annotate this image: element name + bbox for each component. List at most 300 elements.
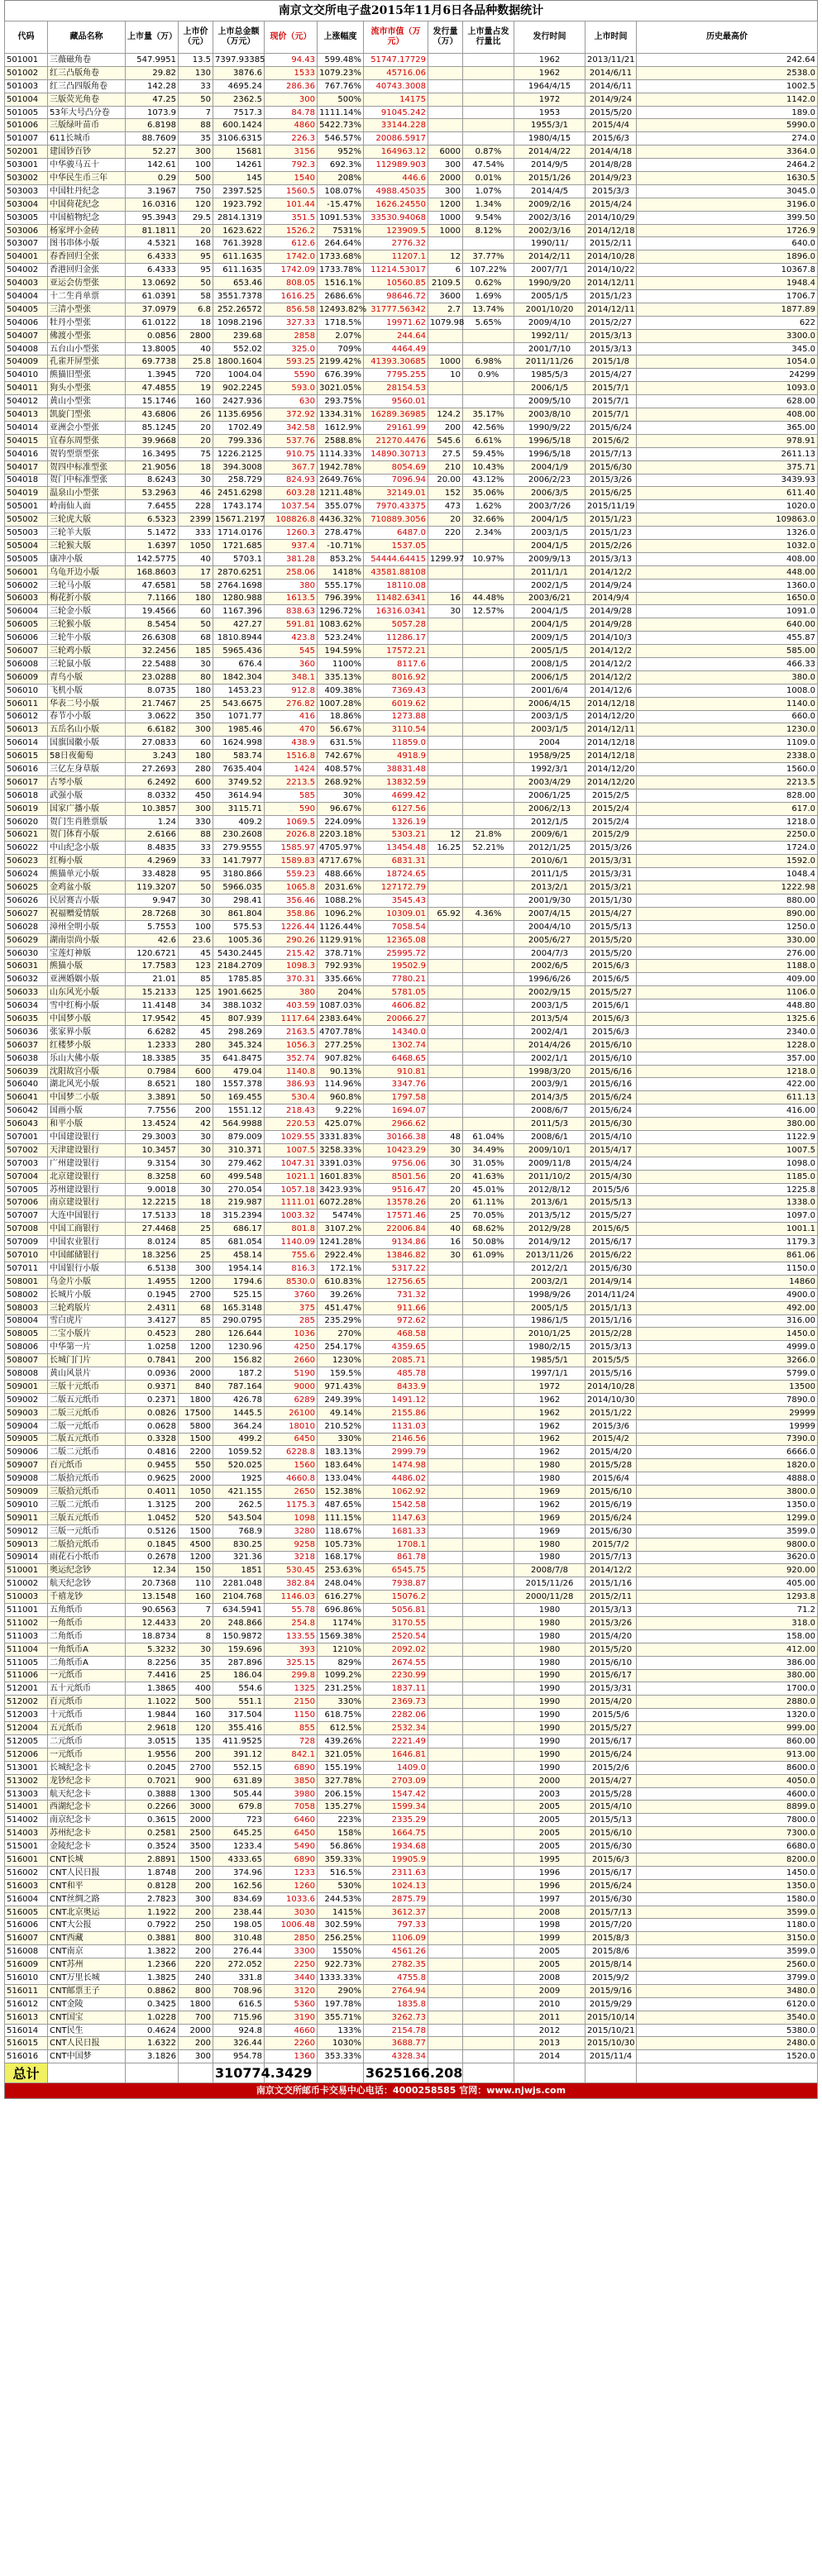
table-cell: 507008 xyxy=(5,1223,48,1236)
table-cell: 2015/1/23 xyxy=(585,290,637,303)
table-cell: 2015/6/10 xyxy=(585,1052,637,1065)
total-label: 总计 xyxy=(5,2063,48,2083)
table-cell: 1700.0 xyxy=(637,1682,818,1696)
table-cell: 1851 xyxy=(213,1564,265,1577)
table-cell: 杨家坪小金砖 xyxy=(48,224,126,237)
table-cell: 2015/3/31 xyxy=(585,868,637,881)
table-cell xyxy=(463,79,514,93)
table-cell: 香港回归金张 xyxy=(48,264,126,277)
table-cell: 194.59% xyxy=(318,645,364,658)
table-cell: 10.97% xyxy=(463,552,514,565)
table-cell: 509005 xyxy=(5,1433,48,1446)
table-cell: 40 xyxy=(179,342,213,355)
table-cell: 2014/9/23 xyxy=(585,172,637,185)
table-cell xyxy=(428,1840,463,1853)
table-cell: 509012 xyxy=(5,1524,48,1538)
table-cell xyxy=(428,1722,463,1735)
table-cell: 286.36 xyxy=(265,79,318,93)
table-cell: 513001 xyxy=(5,1761,48,1774)
table-row xyxy=(5,1393,818,1406)
table-cell: 雨花石小纸币 xyxy=(48,1551,126,1564)
table-cell: 2092.02 xyxy=(364,1643,428,1656)
table-cell: 7300.0 xyxy=(637,1827,818,1840)
table-cell: 3749.52 xyxy=(213,775,265,789)
table-cell: 1360 xyxy=(265,2050,318,2063)
table-cell: 68.62% xyxy=(463,1223,514,1236)
table-cell: 290% xyxy=(318,1984,364,1997)
column-header: 上市时间 xyxy=(585,21,637,54)
table-cell: 4860 xyxy=(265,119,318,132)
table-row xyxy=(5,1629,818,1643)
table-cell: 1083.62% xyxy=(318,618,364,632)
table-cell: 58日夜葡萄 xyxy=(48,750,126,763)
table-cell: 1533 xyxy=(265,66,318,79)
table-cell: 和平小版 xyxy=(48,1118,126,1131)
table-cell: 1069.5 xyxy=(265,815,318,828)
table-cell: 12.2215 xyxy=(126,1196,179,1209)
table-cell xyxy=(463,1629,514,1643)
table-cell: 3300 xyxy=(265,1945,318,1958)
table-cell: 1109.0 xyxy=(637,737,818,750)
table-cell: 52.27 xyxy=(126,145,179,159)
table-cell: 1200 xyxy=(179,1341,213,1354)
table-cell: 630 xyxy=(265,395,318,408)
table-cell: 124.2 xyxy=(428,408,463,422)
table-cell: 1800 xyxy=(179,1393,213,1406)
table-cell xyxy=(463,1380,514,1393)
table-cell: 1980/2/15 xyxy=(514,1341,585,1354)
table-cell: 35 xyxy=(179,132,213,145)
table-row xyxy=(5,184,818,198)
table-cell: 1785.85 xyxy=(213,973,265,986)
table-cell: 2014/6/11 xyxy=(585,79,637,93)
table-cell: 513002 xyxy=(5,1774,48,1787)
table-cell: 1702.49 xyxy=(213,421,265,434)
table-cell xyxy=(463,1301,514,1314)
table-row xyxy=(5,79,818,93)
table-cell: 4.36% xyxy=(463,907,514,920)
table-row xyxy=(5,1524,818,1538)
table-cell: 1953 xyxy=(514,106,585,119)
table-cell: 1129.91% xyxy=(318,933,364,947)
table-cell: 7.7556 xyxy=(126,1104,179,1118)
table-cell: 红三凸版角卷 xyxy=(48,66,126,79)
table-cell: 1958/9/25 xyxy=(514,750,585,763)
table-cell xyxy=(428,1446,463,1459)
table-cell: 1706.7 xyxy=(637,290,818,303)
table-cell: 168.17% xyxy=(318,1551,364,1564)
table-cell: 三版荧光角卷 xyxy=(48,93,126,106)
table-cell: 611.1635 xyxy=(213,250,265,264)
table-cell: 18110.08 xyxy=(364,579,428,592)
table-cell xyxy=(463,802,514,815)
table-row xyxy=(5,1118,818,1131)
table-cell: 1820.0 xyxy=(637,1459,818,1472)
table-cell: 1233 xyxy=(265,1866,318,1879)
table-cell: 507006 xyxy=(5,1196,48,1209)
table-cell: 9516.47 xyxy=(364,1183,428,1196)
table-cell: 386.93 xyxy=(265,1078,318,1091)
table-cell: 509010 xyxy=(5,1498,48,1511)
table-row xyxy=(5,1275,818,1288)
table-cell: 5.3232 xyxy=(126,1643,179,1656)
table-cell: 1350.0 xyxy=(637,1498,818,1511)
table-cell: 2221.49 xyxy=(364,1735,428,1748)
table-cell: 1226.2125 xyxy=(213,447,265,460)
table-cell: 17572.21 xyxy=(364,645,428,658)
table-cell: 506030 xyxy=(5,947,48,960)
table-cell: 88.7609 xyxy=(126,132,179,145)
table-cell: 504017 xyxy=(5,460,48,474)
table-cell: 1.2366 xyxy=(126,1958,179,1972)
table-cell: 42 xyxy=(179,1118,213,1131)
table-cell xyxy=(463,1314,514,1328)
table-cell: 501002 xyxy=(5,66,48,79)
table-cell: 75 xyxy=(179,447,213,460)
table-cell: 2764.94 xyxy=(364,1984,428,1997)
table-cell: 505004 xyxy=(5,539,48,552)
table-cell: 2014/10/30 xyxy=(585,1393,637,1406)
table-row xyxy=(5,1328,818,1341)
table-cell: 2015/2/11 xyxy=(585,1591,637,1604)
table-cell: 287.896 xyxy=(213,1656,265,1669)
table-cell: 2966.62 xyxy=(364,1118,428,1131)
table-cell: 509004 xyxy=(5,1419,48,1433)
table-cell: CNT国宝 xyxy=(48,2011,126,2024)
table-cell: 530% xyxy=(318,1879,364,1892)
table-cell: 1142.0 xyxy=(637,93,818,106)
table-cell: 551.1 xyxy=(213,1696,265,1709)
table-cell: 三版绿叶苗币 xyxy=(48,119,126,132)
table-cell xyxy=(463,1997,514,2011)
table-cell: 2014/10/28 xyxy=(585,1380,637,1393)
table-cell: 3266.0 xyxy=(637,1354,818,1367)
table-cell xyxy=(428,1013,463,1026)
table-cell xyxy=(463,1288,514,1301)
table-cell: 5057.28 xyxy=(364,618,428,632)
table-cell: 298.269 xyxy=(213,1025,265,1038)
table-cell: 611.1635 xyxy=(213,264,265,277)
table-cell: CNT中国梦 xyxy=(48,2050,126,2063)
table-cell xyxy=(463,1104,514,1118)
table-cell: 30 xyxy=(428,1157,463,1170)
table-cell xyxy=(428,1958,463,1972)
table-cell xyxy=(463,723,514,737)
table-cell: 6.61% xyxy=(463,434,514,447)
table-cell: 5056.81 xyxy=(364,1604,428,1617)
table-cell: 348.1 xyxy=(265,670,318,684)
table-cell xyxy=(428,2037,463,2050)
table-cell: 228 xyxy=(179,500,213,513)
table-cell: 200 xyxy=(428,421,463,434)
table-cell xyxy=(463,1065,514,1078)
table-cell: 258.729 xyxy=(213,474,265,487)
table-cell: 3107.2% xyxy=(318,1223,364,1236)
table-row xyxy=(5,1288,818,1301)
table-row xyxy=(5,1616,818,1629)
table-cell: 2003/1/5 xyxy=(514,527,585,540)
table-cell: 451.47% xyxy=(318,1301,364,1314)
table-cell: 508008 xyxy=(5,1367,48,1381)
table-cell: 525.15 xyxy=(213,1288,265,1301)
table-cell: 2015/6/24 xyxy=(585,1104,637,1118)
table-cell: 1280.988 xyxy=(213,592,265,605)
table-cell: 1837.11 xyxy=(364,1682,428,1696)
table-cell: 504001 xyxy=(5,250,48,264)
table-cell: 335.13% xyxy=(318,670,364,684)
table-cell: 325.15 xyxy=(265,1656,318,1669)
table-cell: 394.3008 xyxy=(213,460,265,474)
table-row xyxy=(5,1052,818,1065)
table-cell xyxy=(428,1524,463,1538)
table-cell: 5800 xyxy=(179,1419,213,1433)
table-cell: 507009 xyxy=(5,1236,48,1249)
table-cell: 0.62% xyxy=(463,277,514,290)
table-cell: 978.91 xyxy=(637,434,818,447)
table-cell: 2015/8/3 xyxy=(585,1932,637,1945)
table-cell: 30 xyxy=(179,907,213,920)
table-cell: 1681.33 xyxy=(364,1524,428,1538)
table-cell: 中国银行小版 xyxy=(48,1262,126,1275)
table-cell: 239.68 xyxy=(213,329,265,342)
table-cell: 321.05% xyxy=(318,1748,364,1761)
table-cell: 贺门生肖胜票版 xyxy=(48,815,126,828)
table-cell: 506025 xyxy=(5,881,48,894)
table-cell: 16.0316 xyxy=(126,198,179,211)
table-cell xyxy=(428,539,463,552)
table-cell: 95.3943 xyxy=(126,211,179,224)
table-cell xyxy=(428,1288,463,1301)
table-cell: 1.07% xyxy=(463,184,514,198)
table-cell: 1742.0 xyxy=(265,250,318,264)
table-cell xyxy=(428,1879,463,1892)
table-cell: 1540 xyxy=(265,172,318,185)
table-cell: 6019.62 xyxy=(364,697,428,710)
table-cell: 90.6563 xyxy=(126,1604,179,1617)
table-cell: 206.15% xyxy=(318,1787,364,1801)
table-cell: 840 xyxy=(179,1380,213,1393)
table-cell: 422.00 xyxy=(637,1078,818,1091)
table-cell: 4.5321 xyxy=(126,237,179,250)
table-cell: 1228.0 xyxy=(637,1038,818,1052)
table-cell: 2011/11/26 xyxy=(514,355,585,369)
table-cell: 2015/2/11 xyxy=(585,237,637,250)
table-cell: 130 xyxy=(179,66,213,79)
table-cell: 1002.5 xyxy=(637,79,818,93)
table-cell: 2001/6/4 xyxy=(514,684,585,697)
table-cell: 1547.42 xyxy=(364,1787,428,1801)
table-row xyxy=(5,211,818,224)
table-cell: 1175.3 xyxy=(265,1498,318,1511)
table-cell: 1150.0 xyxy=(637,1262,818,1275)
table-cell: 504018 xyxy=(5,474,48,487)
table-cell: 4606.82 xyxy=(364,999,428,1013)
table-cell: 512005 xyxy=(5,1735,48,1748)
table-cell: 1.0258 xyxy=(126,1341,179,1354)
table-cell: 0.3615 xyxy=(126,1814,179,1827)
table-cell: 543.6675 xyxy=(213,697,265,710)
table-cell: 0.01% xyxy=(463,172,514,185)
table-cell: 18724.65 xyxy=(364,868,428,881)
table-cell: 156.82 xyxy=(213,1354,265,1367)
table-cell: CNT苏州 xyxy=(48,1958,126,1972)
table-cell xyxy=(463,1696,514,1709)
table-cell: 33144.228 xyxy=(364,119,428,132)
table-cell: 210 xyxy=(428,460,463,474)
table-cell: 552.02 xyxy=(213,342,265,355)
table-cell: 8.5454 xyxy=(126,618,179,632)
table-cell: 岭南仙人面 xyxy=(48,500,126,513)
table-cell: 85.1245 xyxy=(126,421,179,434)
table-cell: 61.11% xyxy=(463,1196,514,1209)
table-cell: 508002 xyxy=(5,1288,48,1301)
table-row xyxy=(5,750,818,763)
table-cell: 2154.78 xyxy=(364,2024,428,2037)
table-cell xyxy=(463,618,514,632)
table-row xyxy=(5,1682,818,1696)
table-cell: 511001 xyxy=(5,1604,48,1617)
table-cell: 1230% xyxy=(318,1354,364,1367)
table-cell xyxy=(428,1866,463,1879)
table-cell xyxy=(428,618,463,632)
table-cell: 210.52% xyxy=(318,1419,364,1433)
table-cell xyxy=(428,657,463,670)
table-cell: 0.7922 xyxy=(126,1919,179,1932)
table-cell: 1962 xyxy=(514,1498,585,1511)
table-cell: 2369.73 xyxy=(364,1696,428,1709)
table-cell: 20.7368 xyxy=(126,1577,179,1591)
table-cell: 2014/2/11 xyxy=(514,250,585,264)
table-row xyxy=(5,2024,818,2037)
table-cell: 56.86% xyxy=(318,1840,364,1853)
table-cell: 290.26 xyxy=(265,933,318,947)
table-cell: 197.78% xyxy=(318,1997,364,2011)
table-cell xyxy=(463,1984,514,1997)
table-cell: 21.01 xyxy=(126,973,179,986)
table-cell: 511004 xyxy=(5,1643,48,1656)
table-cell: 159.5% xyxy=(318,1367,364,1381)
table-cell: 20 xyxy=(428,1196,463,1209)
table-cell: 二角纸币 xyxy=(48,1629,126,1643)
table-cell: 2.4311 xyxy=(126,1301,179,1314)
table-cell: 142.5775 xyxy=(126,552,179,565)
table-cell: 3688.77 xyxy=(364,2037,428,2050)
table-cell: 1955/3/1 xyxy=(514,119,585,132)
table-cell: 1167.396 xyxy=(213,605,265,618)
table-row xyxy=(5,775,818,789)
table-cell: 807.939 xyxy=(213,1013,265,1026)
table-cell: 2013/11/26 xyxy=(514,1249,585,1262)
table-cell: 218.43 xyxy=(265,1104,318,1118)
table-cell: 60 xyxy=(179,605,213,618)
table-cell xyxy=(428,1091,463,1104)
table-cell: 1985.46 xyxy=(213,723,265,737)
table-row xyxy=(5,1761,818,1774)
table-cell: 2003/1/5 xyxy=(514,999,585,1013)
table-cell: 56.67% xyxy=(318,723,364,737)
table-cell: 29999 xyxy=(637,1406,818,1419)
table-cell: 苏州建设银行 xyxy=(48,1183,126,1196)
table-cell: 45.01% xyxy=(463,1183,514,1196)
table-row xyxy=(5,1131,818,1144)
table-cell: 1646.81 xyxy=(364,1748,428,1761)
table-cell: 1664.75 xyxy=(364,1827,428,1840)
table-cell: 牡丹小型张 xyxy=(48,316,126,329)
table-cell xyxy=(428,382,463,395)
table-cell: 380.00 xyxy=(637,1118,818,1131)
table-cell: 1569.38% xyxy=(318,1629,364,1643)
table-cell: 162.56 xyxy=(213,1879,265,1892)
table-cell: 1200 xyxy=(428,198,463,211)
table-cell xyxy=(463,395,514,408)
table-cell: 五十元纸币 xyxy=(48,1682,126,1696)
table-cell: 30 xyxy=(179,1183,213,1196)
table-cell: 2014/10/3 xyxy=(585,632,637,645)
table-cell: 6072.28% xyxy=(318,1196,364,1209)
table-cell: 1087.03% xyxy=(318,999,364,1013)
table-cell: 30 xyxy=(179,1643,213,1656)
table-cell: CNT西藏 xyxy=(48,1932,126,1945)
table-cell: 505005 xyxy=(5,552,48,565)
table-cell xyxy=(463,697,514,710)
table-cell xyxy=(463,1419,514,1433)
table-cell: 4705.97% xyxy=(318,842,364,855)
table-cell: 佛渡小型张 xyxy=(48,329,126,342)
table-cell: 6127.56 xyxy=(364,802,428,815)
table-cell: 300 xyxy=(179,723,213,737)
table-cell: 514003 xyxy=(5,1827,48,1840)
table-cell: 2013/6/1 xyxy=(514,1196,585,1209)
table-cell: 2015/2/27 xyxy=(585,316,637,329)
table-cell: 504007 xyxy=(5,329,48,342)
table-cell: -15.47% xyxy=(318,198,364,211)
table-cell: 506038 xyxy=(5,1052,48,1065)
table-cell: 1997 xyxy=(514,1892,585,1906)
table-cell: 航天纪念钞 xyxy=(48,1577,126,1591)
table-cell: 2.34% xyxy=(463,527,514,540)
table-cell xyxy=(428,1735,463,1748)
table-cell: 1901.6625 xyxy=(213,986,265,999)
table-cell: 武强小版 xyxy=(48,789,126,802)
table-cell: 1005.36 xyxy=(213,933,265,947)
table-cell: 226.3 xyxy=(265,132,318,145)
table-cell: 1325 xyxy=(265,1682,318,1696)
table-cell: 2015/6/4 xyxy=(585,1472,637,1486)
table-cell: 5490 xyxy=(265,1840,318,1853)
table-cell: 6450 xyxy=(265,1827,318,1840)
table-cell: 1.2333 xyxy=(126,1038,179,1052)
table-cell: 2000 xyxy=(428,172,463,185)
column-header: 上市量（万） xyxy=(126,21,179,54)
table-cell: 3440 xyxy=(265,1972,318,1985)
table-cell: 169.455 xyxy=(213,1091,265,1104)
table-cell: 2880.0 xyxy=(637,1696,818,1709)
table-cell: 22.5488 xyxy=(126,657,179,670)
table-cell: 2013 xyxy=(514,2037,585,2050)
table-cell: 8 xyxy=(179,1629,213,1643)
table-cell: 二角纸币A xyxy=(48,1656,126,1669)
table-cell: 1491.12 xyxy=(364,1393,428,1406)
table-row xyxy=(5,933,818,947)
table-cell xyxy=(463,93,514,106)
table-cell: 1111.01 xyxy=(265,1196,318,1209)
table-cell: 2520.54 xyxy=(364,1629,428,1643)
table-cell: 2014/12/2 xyxy=(585,1564,637,1577)
table-cell xyxy=(428,986,463,999)
table-cell: 5799.0 xyxy=(637,1367,818,1381)
table-cell: 501004 xyxy=(5,93,48,106)
table-row xyxy=(5,894,818,908)
